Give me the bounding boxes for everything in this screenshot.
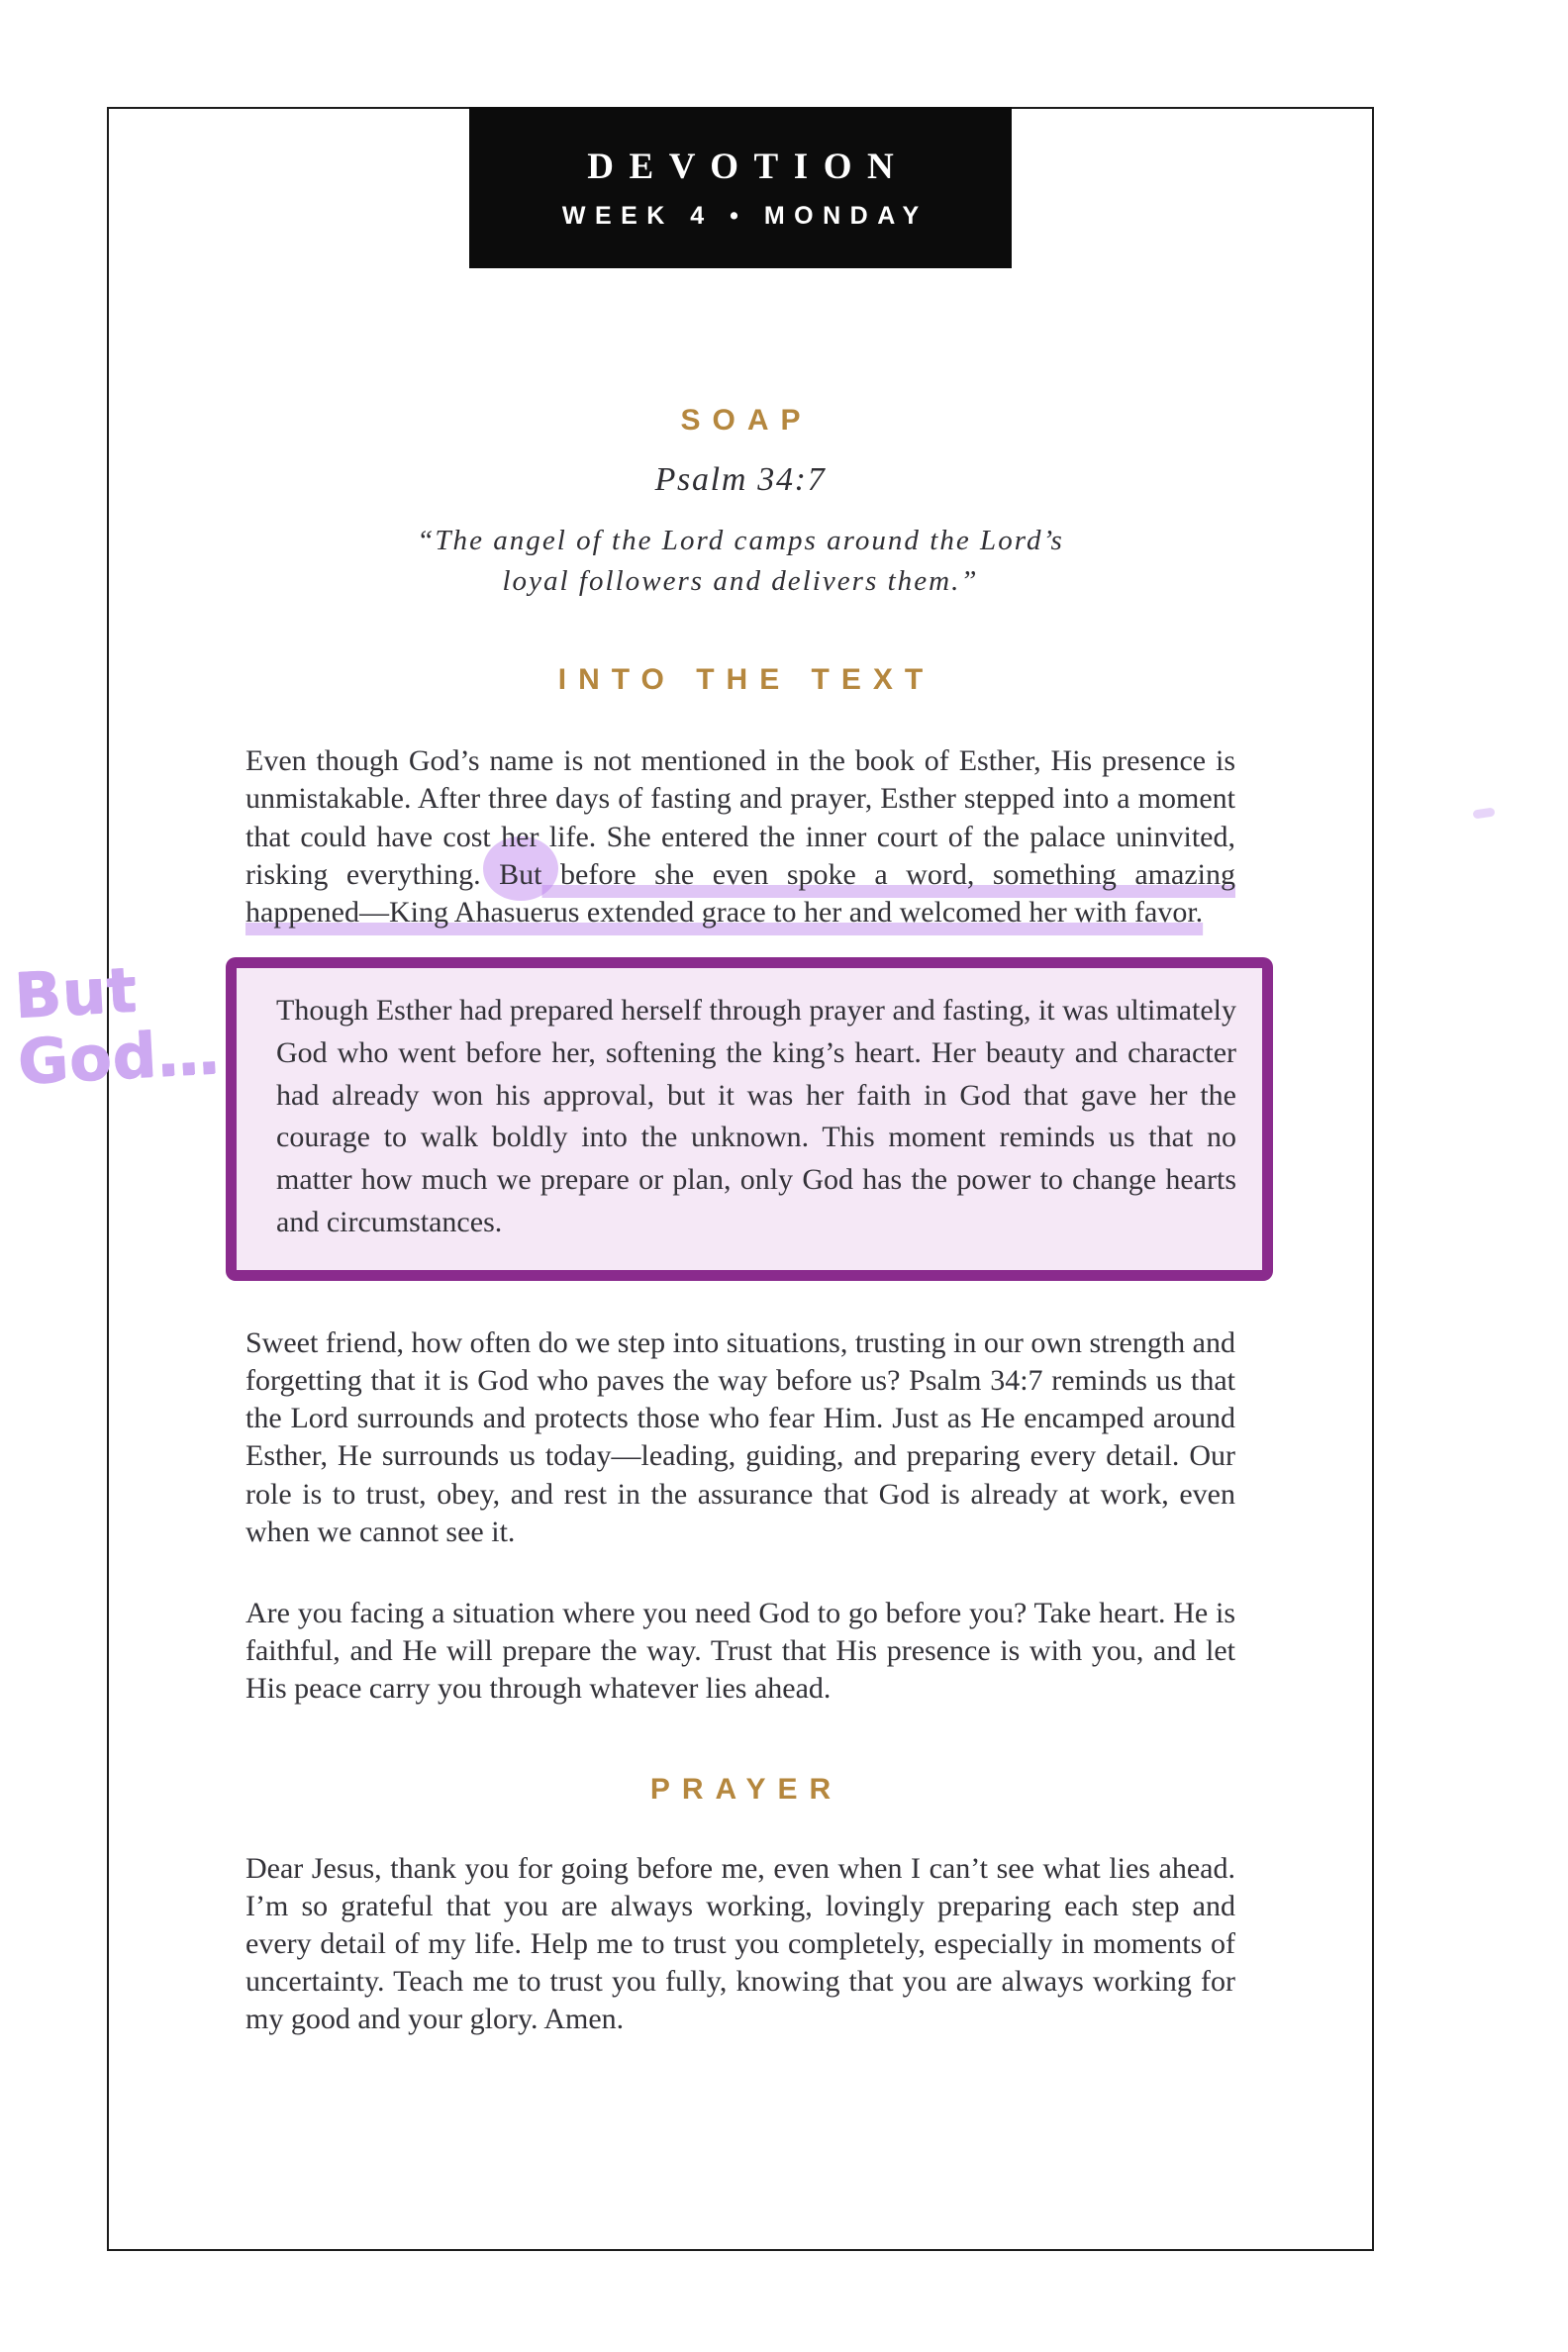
banner-title: DEVOTION: [587, 146, 910, 187]
page-content: [245, 109, 1235, 2038]
callout-paragraph: Though Esther had prepared herself through prayer and fasting, it was ultimately God who went before her, softening the king’s heart. Her beauty and character had already won his approval, but it was her faith in God that gave her the courage to walk boldly into the unknown. This moment reminds us that no matter how much we prepare or plan, only God has the power to change hearts and circumstances.: [276, 993, 1236, 1239]
circled-word-highlight: But: [499, 857, 542, 891]
devotion-paragraph-2: Sweet friend, how often do we step into situations, trusting in our own strength and forgetting that it is God who paves the way before us? Psalm 34:7 reminds us that the Lord surrounds and protects those who fear Him. Just as He encamped around Esther, He surrounds us today—leading, guiding, and preparing every detail. Our role is to trust, obey, and rest in the assurance that God is already at work, even when we cannot see it.: [245, 1326, 1235, 1548]
soap-heading: SOAP: [680, 404, 813, 437]
prayer-paragraph: Dear Jesus, thank you for going before me, even when I can’t see what lies ahead. I’m so grateful that you are always working, lovingly preparing each step and every detail of my life. Help me to trust you completely, especially in moments of uncertainty. Teach me to trust you fully, knowing that you are always working for my good and your glory. Amen.: [245, 1852, 1235, 2036]
handwritten-note-line-1: But: [12, 952, 140, 1032]
paragraph-text: Even though God’s name is not mentioned in the book of Esther, His presence is unmistakable. After three days of fasting and prayer, Esther stepped into a moment that could have cost her life. She entered the inner court of the palace uninvited, risking everything.: [245, 744, 1235, 891]
stray-marker-smudge: [1472, 808, 1495, 820]
into-the-text-heading: INTO THE TEXT: [557, 663, 935, 697]
underlined-text-highlight: before she even spoke a word, something amazing happened—King Ahasuerus extended grace to her and welcomed her with favor.: [245, 857, 1235, 929]
scripture-quote: [245, 521, 1235, 602]
prayer-heading: PRAYER: [649, 1773, 843, 1806]
scripture-quote-line-1: “The angel of the Lord camps around the Lord’s: [417, 525, 1064, 556]
scripture-reference: Psalm 34:7: [654, 461, 827, 498]
highlighted-callout-box: [226, 957, 1273, 1281]
handwritten-but-god-note: [12, 952, 222, 1099]
scripture-quote-line-2: loyal followers and delivers them.”: [502, 565, 979, 598]
devotion-paragraph-1: [245, 742, 1235, 931]
devotion-paragraph-3: Are you facing a situation where you need God to go before you? Take heart. He is faithful, and He will prepare the way. Trust that His presence is with you, and let His peace carry you through whatever lies ahead.: [245, 1596, 1235, 1705]
handwritten-note-line-2: God…: [15, 1015, 222, 1099]
banner-week-day: WEEK 4 • MONDAY: [561, 201, 929, 230]
page-border: [107, 107, 1374, 2251]
